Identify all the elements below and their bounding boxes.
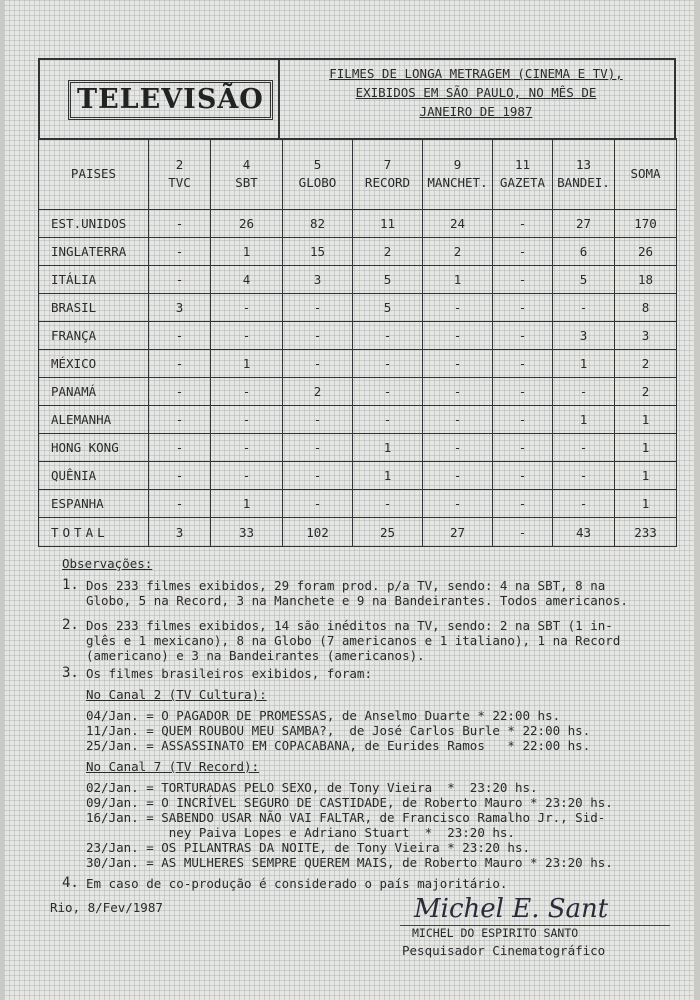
table-row bbox=[39, 406, 677, 434]
note-number: 1. bbox=[62, 577, 79, 593]
value-cell: 26 bbox=[615, 238, 677, 266]
value-cell: - bbox=[423, 490, 493, 518]
country-cell: MÉXICO bbox=[39, 350, 149, 378]
total-row bbox=[39, 518, 677, 547]
film-entry: ney Paiva Lopes e Adriano Stuart * 23:20 hs. bbox=[86, 825, 515, 840]
value-cell: - bbox=[149, 350, 211, 378]
title-line: JANEIRO DE 1987 bbox=[419, 104, 533, 119]
value-cell: - bbox=[553, 434, 615, 462]
value-cell: 5 bbox=[553, 266, 615, 294]
observations-heading: Observações: bbox=[62, 556, 153, 571]
value-cell: - bbox=[149, 378, 211, 406]
value-cell: - bbox=[493, 378, 553, 406]
value-cell: - bbox=[493, 434, 553, 462]
value-cell: 27 bbox=[423, 518, 493, 547]
value-cell: - bbox=[211, 406, 283, 434]
value-cell: 4 bbox=[211, 266, 283, 294]
value-cell: - bbox=[553, 378, 615, 406]
value-cell: 233 bbox=[615, 518, 677, 547]
table-row bbox=[39, 210, 677, 238]
value-cell: 26 bbox=[211, 210, 283, 238]
value-cell: 1 bbox=[423, 266, 493, 294]
logo-cell bbox=[40, 60, 280, 138]
value-cell: 102 bbox=[283, 518, 353, 547]
country-cell: ESPANHA bbox=[39, 490, 149, 518]
value-cell: - bbox=[211, 378, 283, 406]
table-header-row bbox=[39, 139, 677, 210]
value-cell: - bbox=[283, 294, 353, 322]
canal-7-title: No Canal 7 (TV Record): bbox=[86, 759, 260, 774]
note-line: glês e 1 mexicano), 8 na Globo (7 americanos e 1 italiano), 1 na Record bbox=[86, 633, 621, 648]
value-cell: - bbox=[149, 406, 211, 434]
signature-name: MICHEL DO ESPIRITO SANTO bbox=[412, 926, 579, 940]
value-cell: - bbox=[149, 266, 211, 294]
value-cell: - bbox=[423, 378, 493, 406]
value-cell: - bbox=[493, 294, 553, 322]
table-row bbox=[39, 294, 677, 322]
country-cell: BRASIL bbox=[39, 294, 149, 322]
value-cell: - bbox=[283, 462, 353, 490]
signature-role: Pesquisador Cinematográfico bbox=[402, 943, 606, 958]
table-row bbox=[39, 434, 677, 462]
note-line: (americano) e 3 na Bandeirantes (americanos). bbox=[86, 648, 425, 663]
document-sheet bbox=[4, 0, 694, 1000]
value-cell: - bbox=[493, 266, 553, 294]
value-cell: 82 bbox=[283, 210, 353, 238]
value-cell: 5 bbox=[353, 294, 423, 322]
value-cell: 3 bbox=[615, 322, 677, 350]
value-cell: - bbox=[553, 462, 615, 490]
value-cell: - bbox=[553, 294, 615, 322]
value-cell: - bbox=[353, 322, 423, 350]
film-entry: 04/Jan. = O PAGADOR DE PROMESSAS, de Anselmo Duarte * 22:00 hs. bbox=[86, 708, 561, 723]
value-cell: 170 bbox=[615, 210, 677, 238]
value-cell: - bbox=[283, 490, 353, 518]
value-cell: - bbox=[493, 490, 553, 518]
value-cell: - bbox=[211, 322, 283, 350]
value-cell: - bbox=[149, 210, 211, 238]
value-cell: - bbox=[353, 490, 423, 518]
value-cell: 3 bbox=[149, 518, 211, 547]
value-cell: 15 bbox=[283, 238, 353, 266]
value-cell: 1 bbox=[211, 490, 283, 518]
value-cell: 1 bbox=[615, 434, 677, 462]
value-cell: - bbox=[493, 350, 553, 378]
film-entry: 11/Jan. = QUEM ROUBOU MEU SAMBA?, de José Carlos Burle * 22:00 hs. bbox=[86, 723, 591, 738]
value-cell: - bbox=[493, 462, 553, 490]
country-cell: PANAMÁ bbox=[39, 378, 149, 406]
value-cell: - bbox=[553, 490, 615, 518]
column-header: 4 SBT bbox=[211, 139, 283, 210]
value-cell: - bbox=[149, 322, 211, 350]
column-header: 5 GLOBO bbox=[283, 139, 353, 210]
value-cell: - bbox=[423, 462, 493, 490]
value-cell: 2 bbox=[615, 378, 677, 406]
value-cell: 3 bbox=[149, 294, 211, 322]
table-row bbox=[39, 378, 677, 406]
value-cell: 5 bbox=[353, 266, 423, 294]
value-cell: - bbox=[149, 462, 211, 490]
note-number: 4. bbox=[62, 875, 79, 891]
value-cell: 1 bbox=[211, 350, 283, 378]
value-cell: - bbox=[353, 406, 423, 434]
televisao-logo: TELEVISÃO bbox=[68, 80, 273, 120]
value-cell: - bbox=[493, 210, 553, 238]
value-cell: - bbox=[353, 350, 423, 378]
value-cell: 3 bbox=[283, 266, 353, 294]
value-cell: 1 bbox=[615, 462, 677, 490]
value-cell: - bbox=[423, 434, 493, 462]
value-cell: 27 bbox=[553, 210, 615, 238]
column-header: 7 RECORD bbox=[353, 139, 423, 210]
country-cell: INGLATERRA bbox=[39, 238, 149, 266]
value-cell: - bbox=[211, 462, 283, 490]
value-cell: - bbox=[283, 434, 353, 462]
handwritten-signature: Michel E. Sant bbox=[414, 894, 609, 924]
country-cell: QUÊNIA bbox=[39, 462, 149, 490]
value-cell: 6 bbox=[553, 238, 615, 266]
value-cell: 2 bbox=[283, 378, 353, 406]
table-row bbox=[39, 266, 677, 294]
value-cell: - bbox=[423, 294, 493, 322]
document-title bbox=[280, 64, 672, 121]
country-cell: FRANÇA bbox=[39, 322, 149, 350]
value-cell: 2 bbox=[423, 238, 493, 266]
document-header bbox=[38, 58, 676, 140]
value-cell: - bbox=[149, 434, 211, 462]
films-table bbox=[38, 138, 677, 547]
value-cell: - bbox=[283, 350, 353, 378]
film-entry: 16/Jan. = SABENDO USAR NÃO VAI FALTAR, de Francisco Ramalho Jr., Sid- bbox=[86, 810, 606, 825]
table-row bbox=[39, 350, 677, 378]
column-header: SOMA bbox=[615, 139, 677, 210]
note-number: 2. bbox=[62, 617, 79, 633]
value-cell: - bbox=[149, 238, 211, 266]
value-cell: 1 bbox=[553, 406, 615, 434]
table-row bbox=[39, 462, 677, 490]
value-cell: - bbox=[423, 406, 493, 434]
value-cell: - bbox=[423, 322, 493, 350]
country-cell: ALEMANHA bbox=[39, 406, 149, 434]
value-cell: - bbox=[493, 518, 553, 547]
value-cell: - bbox=[283, 406, 353, 434]
value-cell: 11 bbox=[353, 210, 423, 238]
value-cell: - bbox=[211, 434, 283, 462]
value-cell: - bbox=[353, 378, 423, 406]
note-number: 3. bbox=[62, 665, 79, 681]
country-cell: ITÁLIA bbox=[39, 266, 149, 294]
title-line: FILMES DE LONGA METRAGEM (CINEMA E TV), bbox=[329, 66, 623, 81]
value-cell: 1 bbox=[615, 406, 677, 434]
total-label: TOTAL bbox=[39, 518, 149, 547]
film-entry: 02/Jan. = TORTURADAS PELO SEXO, de Tony Vieira * 23:20 hs. bbox=[86, 780, 538, 795]
country-cell: EST.UNIDOS bbox=[39, 210, 149, 238]
note-line: Globo, 5 na Record, 3 na Manchete e 9 na Bandeirantes. Todos americanos. bbox=[86, 593, 628, 608]
countries-header: PAISES bbox=[39, 139, 149, 210]
column-header: 13 BANDEI. bbox=[553, 139, 615, 210]
value-cell: 43 bbox=[553, 518, 615, 547]
value-cell: 25 bbox=[353, 518, 423, 547]
value-cell: - bbox=[493, 322, 553, 350]
country-cell: HONG KONG bbox=[39, 434, 149, 462]
value-cell: 18 bbox=[615, 266, 677, 294]
note-line: Os filmes brasileiros exibidos, foram: bbox=[86, 666, 372, 681]
film-entry: 23/Jan. = OS PILANTRAS DA NOITE, de Tony Vieira * 23:20 hs. bbox=[86, 840, 531, 855]
film-entry: 30/Jan. = AS MULHERES SEMPRE QUEREM MAIS, de Roberto Mauro * 23:20 hs. bbox=[86, 855, 613, 870]
note-line: Dos 233 filmes exibidos, 29 foram prod. p/a TV, sendo: 4 na SBT, 8 na bbox=[86, 578, 606, 593]
value-cell: 2 bbox=[353, 238, 423, 266]
value-cell: - bbox=[283, 322, 353, 350]
note-line: Em caso de co-produção é considerado o país majoritário. bbox=[86, 876, 508, 891]
value-cell: 24 bbox=[423, 210, 493, 238]
value-cell: - bbox=[493, 406, 553, 434]
table-row bbox=[39, 238, 677, 266]
value-cell: - bbox=[149, 490, 211, 518]
column-header: 11 GAZETA bbox=[493, 139, 553, 210]
value-cell: 1 bbox=[615, 490, 677, 518]
value-cell: - bbox=[493, 238, 553, 266]
value-cell: - bbox=[423, 350, 493, 378]
value-cell: 33 bbox=[211, 518, 283, 547]
value-cell: 3 bbox=[553, 322, 615, 350]
column-header: 9 MANCHET. bbox=[423, 139, 493, 210]
table-row bbox=[39, 322, 677, 350]
place-date: Rio, 8/Fev/1987 bbox=[50, 900, 163, 915]
film-entry: 09/Jan. = O INCRÍVEL SEGURO DE CASTIDADE, de Roberto Mauro * 23:20 hs. bbox=[86, 795, 613, 810]
film-entry: 25/Jan. = ASSASSINATO EM COPACABANA, de Eurides Ramos * 22:00 hs. bbox=[86, 738, 591, 753]
value-cell: 2 bbox=[615, 350, 677, 378]
value-cell: 1 bbox=[553, 350, 615, 378]
canal-2-title: No Canal 2 (TV Cultura): bbox=[86, 687, 267, 702]
title-line: EXIBIDOS EM SÃO PAULO, NO MÊS DE bbox=[355, 85, 597, 100]
value-cell: 1 bbox=[353, 462, 423, 490]
column-header: 2 TVC bbox=[149, 139, 211, 210]
value-cell: 8 bbox=[615, 294, 677, 322]
value-cell: 1 bbox=[353, 434, 423, 462]
value-cell: - bbox=[211, 294, 283, 322]
table-row bbox=[39, 490, 677, 518]
value-cell: 1 bbox=[211, 238, 283, 266]
note-line: Dos 233 filmes exibidos, 14 são inéditos na TV, sendo: 2 na SBT (1 in- bbox=[86, 618, 613, 633]
